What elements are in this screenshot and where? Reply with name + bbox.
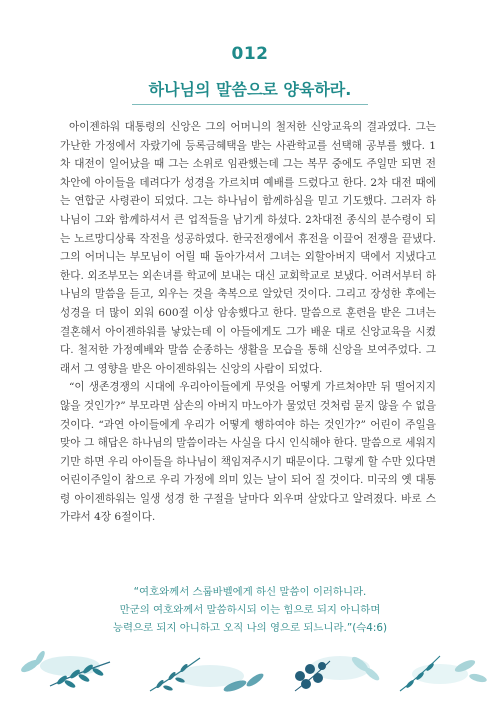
scripture-quote xyxy=(60,583,440,637)
body-paragraph-1: 아이젠하워 대통령의 신앙은 그의 어머니의 철저한 신앙교육의 결과였다. 그는 가난한 가정에서 자랐기에 등록금혜택을 받는 사관학교를 선택해 공부를 했다. 1차 대전이 일어났을 때 그는 소위로 임관했는데 그는 복무 중에도 주일만 되면 전차안에 아이들을 데려다가 성경을 가르치며 예배를 드렸다고 한다. 2차 대전 때에는 연합군 사령관이 되었다. 그는 하나님이 함께하심을 믿고 기도했다. 그러자 하나님이 그와 함께하셔서 큰 업적들을 남기게 하셨다. 2차대전 종식의 분수령이 되는 노르망디상륙 작전을 성공하였다. 한국전쟁에서 휴전을 이끌어 전쟁을 끝냈다. 그의 어머니는 부모님이 어릴 때 돌아가셔서 그녀는 외할아버지 댁에서 지냈다고 한다. 외조부모는 외손녀를 학교에 보내는 대신 교회학교로 보냈다. 어려서부터 하나님의 말씀을 듣고, 외우는 것을 축복으로 알았던 것이다. 그리고 장성한 후에는 성경을 더 많이 외워 600절 이상 암송했다고 한다. 말씀으로 훈련을 받은 그녀는 결혼해서 아이젠하워를 낳았는데 이 아들에게도 그가 배운 대로 신앙교육을 시켰다. 철저한 가정예배와 말씀 순종하는 생활을 모습을 통해 신앙을 보여주었다. 그래서 그 영향을 받은 아이젠하워는 신앙의 사람이 되었다. xyxy=(60,121,436,375)
quote-line-3: 능력으로 되지 아니하고 오직 나의 영으로 되느니라.”(슥4:6) xyxy=(112,622,388,634)
body-paragraph-2: “이 생존경쟁의 시대에 우리아이들에게 무엇을 어떻게 가르쳐야만 뒤 떨어지지 않을 것인가?” 부모라면 삼손의 아버지 마노아가 물었던 것처럼 묻지 않을 수 없을 것이다. “과연 아이들에게 우리가 어떻게 행하여야 하는 것인가?” 어린이 주일을 맞아 그 해답은 하나님의 말씀이라는 사실을 다시 인식해야 한다. 말씀으로 세워지기만 하면 우리 아이들을 하나님이 책임져주시기 때문이다. 그렇게 할 수만 있다면 어린이주일이 참으로 우리 가정에 의미 있는 날이 되어 질 것이다. 미국의 옛 대통령 아이젠하워는 일생 성경 한 구절을 날마다 외우며 살았다고 알려졌다. 바로 스가랴서 4장 6절이다. xyxy=(60,381,436,524)
quote-line-2: 만군의 여호와께서 말씀하시되 이는 힘으로 되지 아니하며 xyxy=(119,604,381,616)
title-underline xyxy=(132,104,368,105)
body-text xyxy=(60,118,436,527)
quote-line-1: “여호와께서 스룹바벨에게 하신 말씀이 이러하니라. xyxy=(133,586,367,598)
chapter-number: 012 xyxy=(231,44,269,64)
chapter-title: 하나님의 말씀으로 양육하라. xyxy=(148,80,352,99)
leaf-border-icon xyxy=(0,636,500,709)
